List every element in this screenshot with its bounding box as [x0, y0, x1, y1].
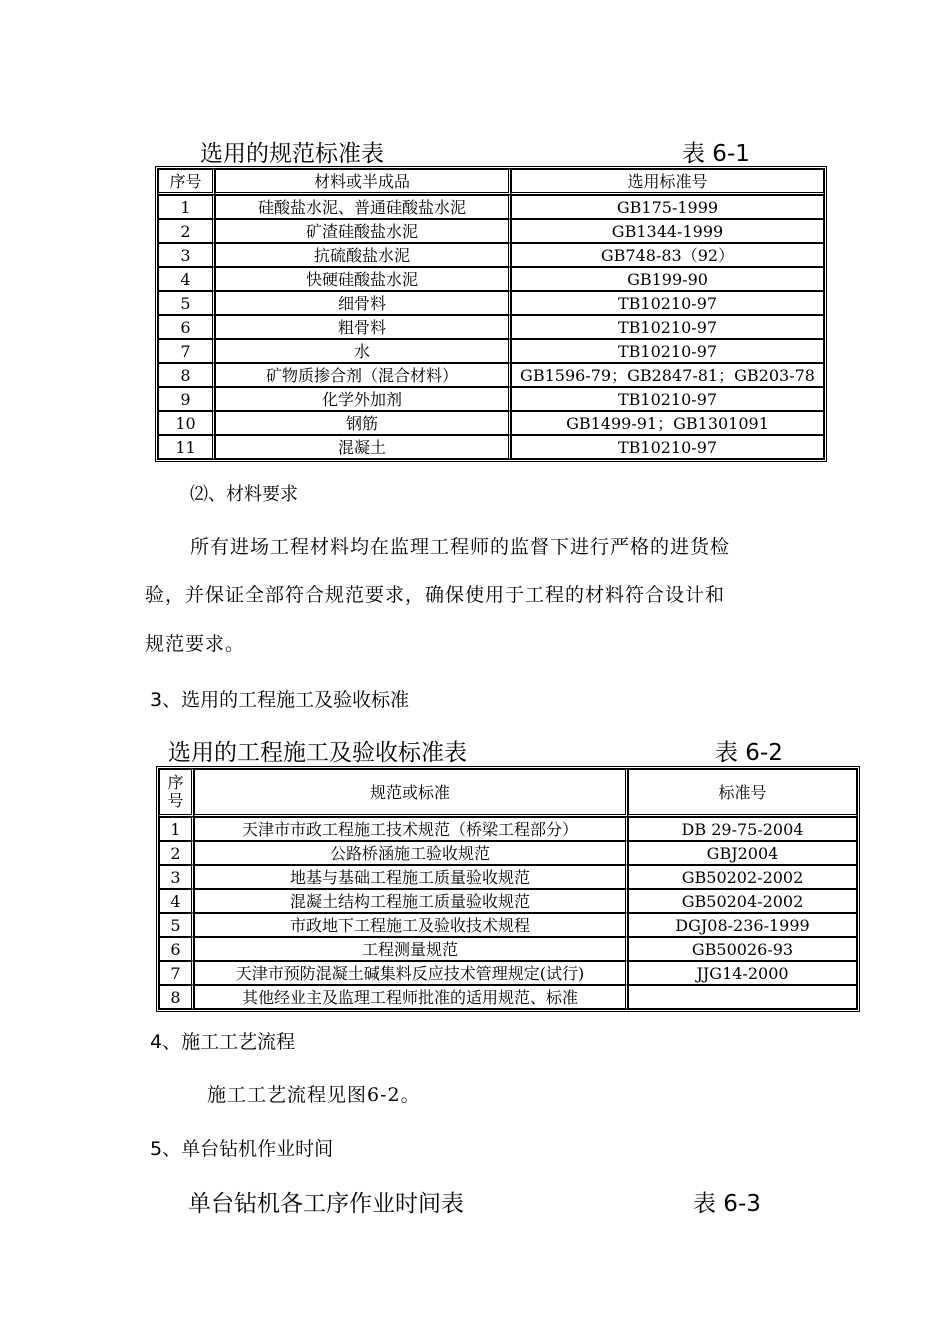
row-number-cell: 3 [159, 865, 194, 889]
row-number-cell: 4 [158, 267, 215, 291]
name-cell: 工程测量规范 [194, 937, 628, 961]
header-cell: 序号 [159, 769, 194, 817]
name-cell: 水 [215, 339, 511, 363]
row-number-cell: 10 [158, 411, 215, 435]
standard-cell: GB50204-2002 [628, 889, 857, 913]
table-row [159, 961, 857, 985]
name-cell: 抗硫酸盐水泥 [215, 243, 511, 267]
header-cell: 选用标准号 [511, 169, 824, 195]
table3-title: 单台钻机各工序作业时间表 [188, 1191, 464, 1217]
table-row [158, 195, 824, 219]
row-number-cell: 1 [159, 817, 194, 841]
standard-cell: GB50026-93 [628, 937, 857, 961]
name-cell: 混凝土结构工程施工质量验收规范 [194, 889, 628, 913]
paragraph-line-2: 验，并保证全部符合规范要求，确保使用于工程的材料符合设计和 [145, 584, 726, 606]
section4-text: 施工工艺流程见图6-2。 [207, 1084, 421, 1106]
name-cell: 天津市预防混凝土碱集料反应技术管理规定(试行) [194, 961, 628, 985]
table-row [159, 985, 857, 1009]
paragraph-line-3: 规范要求。 [145, 633, 246, 655]
standard-cell: TB10210-97 [511, 291, 824, 315]
row-number-cell: 5 [158, 291, 215, 315]
row-number-cell: 6 [159, 937, 194, 961]
section3-heading: 3、选用的工程施工及验收标准 [150, 689, 410, 711]
row-number-cell: 3 [158, 243, 215, 267]
header-row [159, 769, 857, 817]
name-cell: 细骨料 [215, 291, 511, 315]
table2-number: 表 6-2 [715, 740, 783, 766]
standard-cell: TB10210-97 [511, 435, 824, 459]
name-cell: 矿渣硅酸盐水泥 [215, 219, 511, 243]
standard-cell: GB1596-79；GB2847-81；GB203-78 [511, 363, 824, 387]
section4-heading: 4、施工工艺流程 [150, 1031, 296, 1053]
row-number-cell: 6 [158, 315, 215, 339]
standard-cell: GB1344-1999 [511, 219, 824, 243]
standard-cell: GB175-1999 [511, 195, 824, 219]
standard-cell: JJG14-2000 [628, 961, 857, 985]
standard-cell: GB50202-2002 [628, 865, 857, 889]
row-number-cell: 7 [159, 961, 194, 985]
standard-cell: TB10210-97 [511, 315, 824, 339]
header-cell: 标准号 [628, 769, 857, 817]
standard-cell: GB1499-91；GB1301091 [511, 411, 824, 435]
table1-number: 表 6-1 [682, 141, 750, 167]
name-cell: 钢筋 [215, 411, 511, 435]
table-row [158, 435, 824, 459]
table-row [158, 243, 824, 267]
section5-heading: 5、单台钻机作业时间 [150, 1138, 334, 1160]
table-row [158, 339, 824, 363]
row-number-cell: 8 [158, 363, 215, 387]
name-cell: 混凝土 [215, 435, 511, 459]
name-cell: 粗骨料 [215, 315, 511, 339]
table-row [158, 387, 824, 411]
paragraph-line-1: 所有进场工程材料均在监理工程师的监督下进行严格的进货检 [190, 536, 731, 558]
row-number-cell: 4 [159, 889, 194, 913]
standard-cell: GB748-83（92） [511, 243, 824, 267]
table3-number: 表 6-3 [693, 1191, 761, 1217]
standard-cell [628, 985, 857, 1009]
row-number-cell: 1 [158, 195, 215, 219]
name-cell: 地基与基础工程施工质量验收规范 [194, 865, 628, 889]
header-cell: 规范或标准 [194, 769, 628, 817]
row-number-cell: 8 [159, 985, 194, 1009]
header-row [158, 169, 824, 195]
header-cell: 序号 [158, 169, 215, 195]
name-cell: 天津市市政工程施工技术规范（桥梁工程部分） [194, 817, 628, 841]
table1-title: 选用的规范标准表 [200, 141, 384, 167]
standard-cell: DGJ08-236-1999 [628, 913, 857, 937]
table-row [158, 411, 824, 435]
section2-label: ⑵、材料要求 [190, 484, 298, 505]
standard-cell: TB10210-97 [511, 339, 824, 363]
name-cell: 化学外加剂 [215, 387, 511, 411]
row-number-cell: 5 [159, 913, 194, 937]
row-number-cell: 2 [159, 841, 194, 865]
table2-title: 选用的工程施工及验收标准表 [168, 740, 467, 766]
table-row [158, 363, 824, 387]
table-row [158, 219, 824, 243]
standard-cell: GBJ2004 [628, 841, 857, 865]
row-number-cell: 9 [158, 387, 215, 411]
table-row [158, 315, 824, 339]
table-row [158, 267, 824, 291]
name-cell: 市政地下工程施工及验收技术规程 [194, 913, 628, 937]
table-row [159, 817, 857, 841]
name-cell: 硅酸盐水泥、普通硅酸盐水泥 [215, 195, 511, 219]
table-row [158, 291, 824, 315]
name-cell: 矿物质掺合剂（混合材料） [215, 363, 511, 387]
row-number-cell: 11 [158, 435, 215, 459]
standard-cell: DB 29-75-2004 [628, 817, 857, 841]
table-row [159, 865, 857, 889]
standard-cell: TB10210-97 [511, 387, 824, 411]
table2 [156, 766, 860, 1012]
table-row [159, 937, 857, 961]
name-cell: 公路桥涵施工验收规范 [194, 841, 628, 865]
name-cell: 其他经业主及监理工程师批准的适用规范、标准 [194, 985, 628, 1009]
header-cell: 材料或半成品 [215, 169, 511, 195]
table-row [159, 889, 857, 913]
table1 [155, 166, 827, 462]
row-number-cell: 7 [158, 339, 215, 363]
name-cell: 快硬硅酸盐水泥 [215, 267, 511, 291]
table-row [159, 913, 857, 937]
row-number-cell: 2 [158, 219, 215, 243]
standard-cell: GB199-90 [511, 267, 824, 291]
table-row [159, 841, 857, 865]
